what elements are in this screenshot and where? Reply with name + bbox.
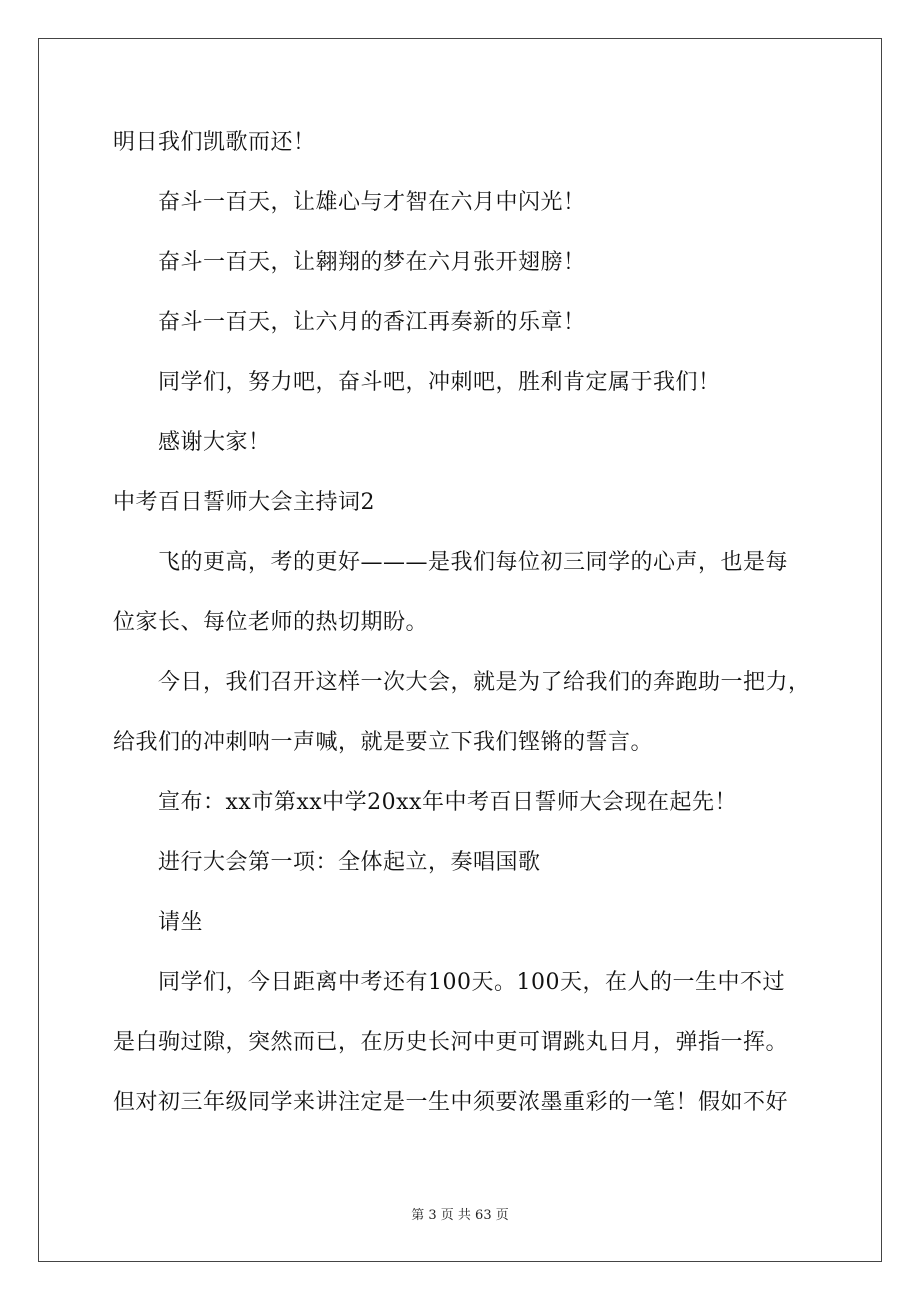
- text-line-11: 给我们的冲刺呐一声喊，就是要立下我们铿锵的誓言。: [113, 730, 654, 755]
- text-line-8: 飞的更高，考的更好———是我们每位初三同学的心声，也是每: [158, 550, 789, 575]
- text-line-5: 同学们，努力吧，奋斗吧，冲刺吧，胜利肯定属于我们！: [158, 370, 721, 395]
- text-line-1: 明日我们凯歌而还！: [113, 130, 316, 155]
- text-line-10: 今日，我们召开这样一次大会，就是为了给我们的奔跑助一把力，: [158, 670, 811, 695]
- text-line-13: 进行大会第一项：全体起立，奏唱国歌: [158, 850, 541, 875]
- text-line-3: 奋斗一百天，让翱翔的梦在六月张开翅膀！: [158, 250, 586, 275]
- text-line-9: 位家长、每位老师的热切期盼。: [113, 610, 429, 635]
- text-line-15: 同学们，今日距离中考还有100天。100天，在人的一生中不过: [158, 970, 785, 995]
- section-heading: 中考百日誓师大会主持词2: [113, 490, 375, 515]
- text-line-12: 宣布：xx市第xx中学20xx年中考百日誓师大会现在起先！: [158, 790, 737, 815]
- text-line-17: 但对初三年级同学来讲注定是一生中须要浓墨重彩的一笔！假如不好: [113, 1090, 789, 1115]
- text-line-14: 请坐: [158, 910, 204, 935]
- text-line-16: 是白驹过隙，突然而已，在历史长河中更可谓跳丸日月，弹指一挥。: [113, 1030, 789, 1055]
- text-line-6: 感谢大家！: [158, 430, 271, 455]
- text-line-4: 奋斗一百天，让六月的香江再奏新的乐章！: [158, 310, 586, 335]
- text-line-2: 奋斗一百天，让雄心与才智在六月中闪光！: [158, 190, 586, 215]
- page-frame: [38, 38, 882, 1262]
- page-number-footer: 第 3 页 共 63 页: [411, 1208, 509, 1223]
